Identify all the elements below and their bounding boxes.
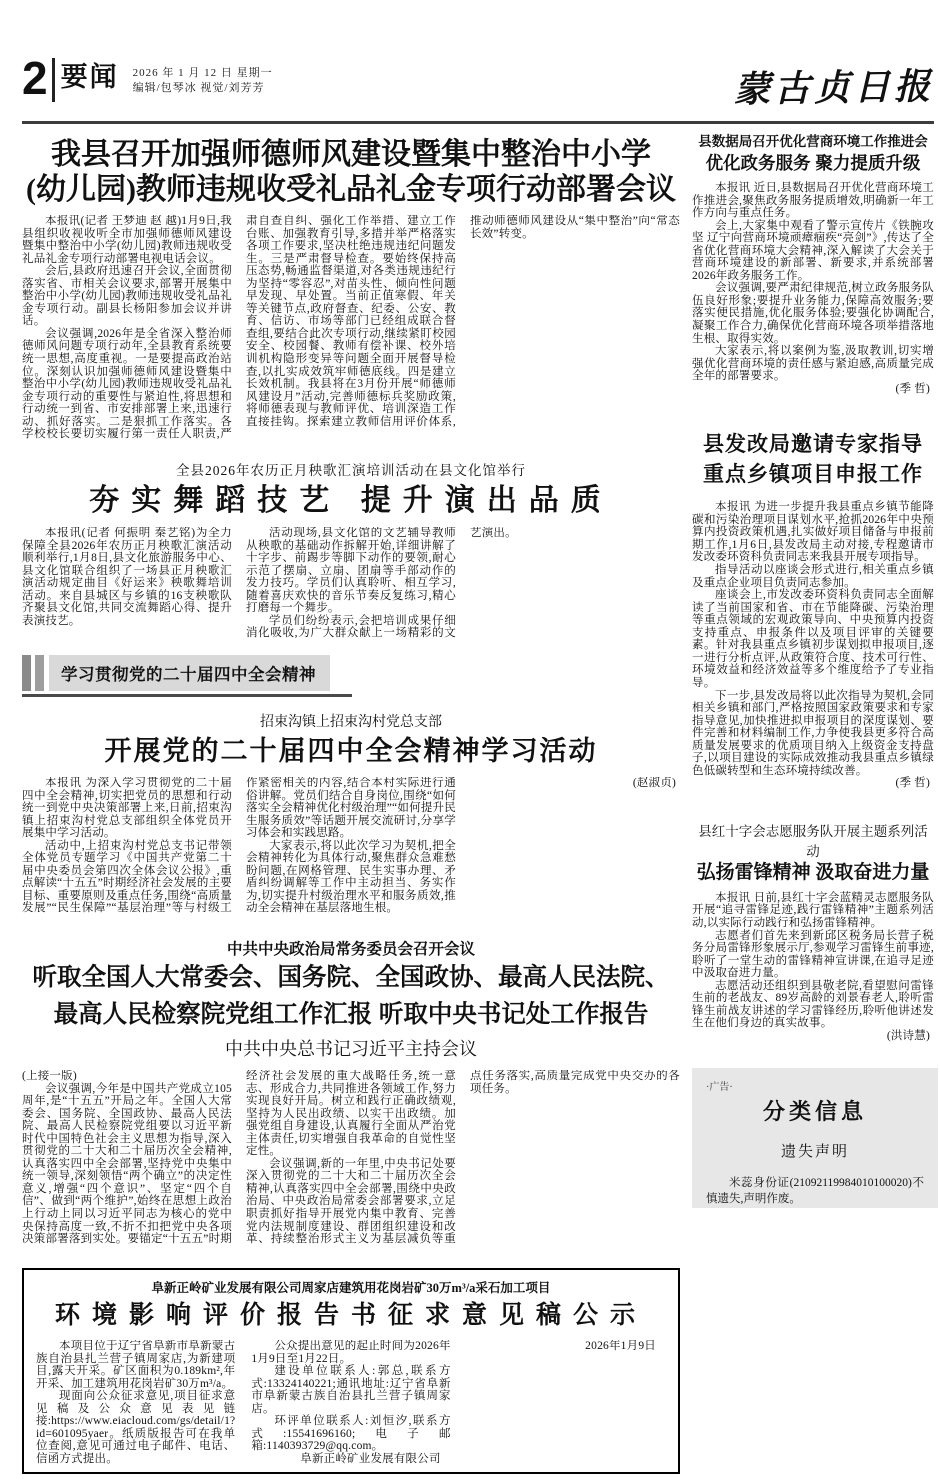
kicker: 中共中央政治局常务委员会召开会议 — [226, 941, 475, 958]
paragraph: 本报讯 为进一步提升我县重点乡镇节能降碳和污染治理项目谋划水平,抢抓2026年中央预算内投资政策机遇,扎实做好项目储备与申报前期工作,1月6日,县发改局主动对接,专程邀请市发改委环资科负责同志来我县开展专项指导。 — [692, 501, 934, 564]
article-body — [22, 777, 680, 925]
paragraph: 建设单位联系人:郭总,联系方式:13324140221;通讯地址:辽宁省阜新市阜新蒙古族自治县扎兰营子镇周家店。 — [251, 1365, 451, 1415]
paragraph: 环评单位联系人:刘恒汐,联系方式:15541696160;电子邮箱:1140393729@qq.com。 — [251, 1415, 451, 1453]
section-banner — [22, 655, 352, 697]
headline: 开展党的二十届四中全会精神学习活动 — [104, 736, 598, 766]
article-yangge-training — [22, 459, 680, 641]
date-line: 2026 年 1 月 12 日 星期一 — [132, 67, 273, 79]
article-body — [22, 1070, 680, 1254]
subhead: 中共中央总书记习近平主持会议 — [225, 1039, 477, 1059]
ad-label: ·广告· — [706, 1082, 733, 1094]
header-divider-bar — [52, 58, 55, 102]
continued-from-note: (上接一版) — [22, 1070, 77, 1082]
headline: 最高人民检察院党组工作汇报 听取中央书记处工作报告 — [53, 1001, 649, 1028]
paragraph: 学员们纷纷表示,会把培训成果仔细消化吸收,为广大群众献上一场精彩的文艺演出。 — [246, 527, 517, 640]
paragraph: 本报讯 为深入学习贯彻党的二十届四中全会精神,切实把党员的思想和行动统一到党中央决策部署上来,日前,招束沟镇上招束沟村党总支部组织全体党员开展集中学习活动。 — [22, 777, 232, 840]
section-name: 要闻 — [60, 62, 119, 92]
byline: (赵淑贞) — [632, 777, 676, 789]
article-body — [22, 215, 680, 447]
notice-body — [36, 1340, 666, 1478]
kicker: 全县2026年农历正月秧歌汇演培训活动在县文化馆举行 — [176, 463, 526, 478]
headline: 优化政务服务 聚力提质升级 — [705, 153, 921, 173]
paragraph: 本报讯(记者 何振明 秦艺铭)为全力保障全县2026年农历正月秧歌汇演活动顺利举行,1月8日,县文化旅游服务中心、县文化馆联合组织了一场县正月秧歌汇演活动规定曲目《好运来》秧歌舞培训活动。来自县城区与乡镇的16支秧歌队齐聚县文化馆,共同交流舞蹈心得、提升表演技艺。 — [22, 527, 232, 627]
headline: 重点乡镇项目申报工作 — [703, 462, 923, 487]
kicker: 县红十字会志愿服务队开展主题系列活动 — [698, 823, 928, 859]
paragraph: 会议强调,新的一年里,中央书记处要深入贯彻党的二十大和二十届历次全会精神,认真落实四中全会部署,围绕中央政治局、中央政治局常委会部署要求,立足职责抓好指导开展党内集中教育、完善党内法规制度建设、群团组织建设和改革、持续整治形式主义为基层减负等重点任务落实,高质量完成党中央交办的各项任务。 — [246, 1070, 680, 1246]
kicker: 县数据局召开优化营商环境工作推进会 — [698, 134, 928, 149]
paragraph: 活动中,上招束沟村党总支书记带领全体党员专题学习《中国共产党第二十届中央委员会第四次全体会议公报》,重点解读“十五五”时期经济社会发展的主要目标、重要原则及重点任务,围绕“高质量发展”“民生保障”“基层治理”等与村级工作紧密相关的内容,结合本村实际进行通俗讲解。党员们结合自身岗位,围绕“如何落实全会精神优化村级治理”“如何提升民生服务质效”等话题开展交流研讨,分享学习体会和实践思路。 — [22, 777, 456, 915]
paragraph: 下一步,县发改局将以此次指导为契机,会同相关乡镇和部门,严格按照国家政策要求和专家指导意见,加快推进拟申报项目的深度谋划、要件完善和材料编制工作,力争使我县更多符合高质量发展要求的优质项目纳入上级资金支持盘子,以项目建设的实际成效推动我县重点乡镇绿色低碳转型和生态环境持续改善。 — [692, 689, 934, 777]
classified-subtitle: 遗失声明 — [780, 1144, 849, 1161]
right-column — [692, 130, 934, 1474]
eia-notice-box — [22, 1268, 680, 1474]
article-body — [692, 892, 934, 1043]
paragraph: 志愿活动还组织到县敬老院,看望慰问雷锋生前的老战友、89岁高龄的刘景春老人,聆听雷锋生前战友讲述的学习雷锋经历,聆听他讲述发生在他们身边的真实故事。 — [692, 979, 934, 1030]
signature-org: 阜新正岭矿业发展有限公司 — [300, 1452, 441, 1465]
paragraph: 会上,大家集中观看了警示宣传片《铁腕攻坚 辽宁向营商环境顽瘴痼疾“亮剑”》,传达了全省优化营商环境大会精神,深入解读了大会关于营商环境建设的新部署、新要求,并系统部署2026年政务服务工作。 — [692, 219, 934, 282]
kicker: 招束沟镇上招束沟村党总支部 — [260, 715, 442, 730]
headline: 环境影响评价报告书征求意见稿公示 — [54, 1302, 647, 1329]
banner-bar-icon — [22, 655, 31, 691]
article-red-cross — [692, 820, 934, 1043]
paragraph: 现面向公众征求意见,项目征求意见稿及公众意见表见链接:https://www.eiacloud.com/gs/detail/1?id=601095yaer。纸质版报告可在我单位查阅,意见可通过电子邮件、电话、信函方式提出。 — [36, 1390, 236, 1465]
banner-bar-icon — [35, 655, 44, 691]
paragraph: 座谈会上,市发改委环资科负责同志全面解读了当前国家和省、市在节能降碳、污染治理等重点领域的宏观政策导向、中央预算内投资支持重点、申报条件以及项目评审的关键要素。针对我县重点乡镇初步谋划拟申报项目,逐一进行分析点评,从政策符合度、技术可行性、环境效益和经济效益等多个维度给予了专业指导。 — [692, 589, 934, 689]
header-meta — [133, 66, 273, 96]
article-body — [692, 182, 934, 395]
byline: (洪诗慧) — [886, 1029, 930, 1042]
paragraph: 本报讯(记者 王梦迪 赵 越)1月9日,我县组织收视收听全市加强师德师风建设暨集中整治中小学(幼儿园)教师违规收受礼品礼金专项行动部署电视电话会议。 — [22, 215, 232, 265]
classified-title: 分类信息 — [762, 1099, 867, 1125]
editor-line: 编辑/包琴冰 视觉/刘芳芳 — [132, 82, 265, 94]
headline: 弘扬雷锋精神 汲取奋进力量 — [696, 861, 930, 883]
kicker: 阜新正岭矿业发展有限公司周家店建筑用花岗岩矿30万m³/a采石加工项目 — [151, 1281, 551, 1295]
article-teacher-ethics — [22, 138, 680, 447]
page-number: 2 — [22, 52, 48, 104]
headline: 听取全国人大常委会、国务院、全国政协、最高人民法院、 — [32, 964, 670, 991]
paragraph: 会议强调,要严肃纪律规范,树立政务服务队伍良好形象;要提升业务能力,保障高效服务;要落实便民措施,优化服务体验;要强化协调配合,凝聚工作合力,确保优化营商环境各项举措落地生根、取得实效。 — [692, 282, 934, 345]
headline: (幼儿园)教师违规收受礼品礼金专项行动部署会议 — [26, 173, 676, 206]
paragraph: 志愿者们首先来到新邱区税务局长营子税务分局雷锋形象展示厅,参观学习雷锋生前事迹,聆听了一堂生动的雷锋精神宣讲课,在追寻足迹中汲取奋进力量。 — [692, 929, 934, 980]
article-body — [692, 501, 934, 790]
article-fagai-bureau — [692, 429, 934, 790]
classified-box — [692, 1068, 938, 1208]
banner-label: 学习贯彻党的二十届四中全会精神 — [49, 655, 330, 691]
paragraph: 本报讯 日前,县红十字会蓝精灵志愿服务队开展“追寻雷锋足迹,践行雷锋精神”主题系列活动,以实际行动践行和弘扬雷锋精神。 — [692, 891, 934, 929]
left-column — [22, 130, 680, 1474]
paragraph: 本项目位于辽宁省阜新市阜新蒙古族自治县扎兰营子镇周家店,为新建项目,露天开采。矿区面积为0.189km²,年开采、加工建筑用花岗岩矿30万m³/a。 — [36, 1340, 236, 1390]
byline: (季 哲) — [895, 777, 930, 790]
headline: 我县召开加强师德师风建设暨集中整治中小学 — [51, 138, 651, 171]
article-plenary-study — [22, 711, 680, 925]
paragraph: 本报讯 近日,县数据局召开优化营商环境工作推进会,聚焦政务服务提质增效,明确新一年工作方向与重点任务。 — [692, 182, 934, 220]
paragraph: 公众提出意见的起止时间为2026年1月9日至1月22日。 — [251, 1340, 451, 1365]
article-body — [22, 527, 680, 641]
paragraph: 活动现场,县文化馆的文艺辅导教师从秧歌的基础动作拆解开始,详细讲解了十字步、前踢步等脚下动作的要领,耐心示范了摆扇、立扇、团扇等手部动作的发力技巧。学员们认真聆听、相互学习,随着喜庆欢快的音乐节奏反复练习,精心打磨每一个舞步。 — [246, 527, 456, 615]
article-data-bureau — [692, 130, 934, 395]
signature-date: 2026年1月9日 — [585, 1340, 656, 1352]
paragraph: 大家表示,将以此次学习为契机,把全会精神转化为具体行动,聚焦群众急难愁盼问题,在网格管理、民生实事办理、矛盾纠纷调解等工作中主动担当、务实作为,切实提升村级治理水平和服务质效,推动全会精神在基层落地生根。 — [246, 839, 456, 915]
headline: 夯实舞蹈技艺 提升演出品质 — [89, 484, 613, 517]
paragraph: 会后,县政府迅速召开会议,全面贯彻落实省、市相关会议要求,部署开展集中整治中小学(幼儿园)教师违规收受礼品礼金专项行动。副县长杨阳参加会议并讲话。 — [22, 265, 232, 328]
classified-body — [706, 1175, 924, 1207]
paragraph: 会议强调,今年是中国共产党成立105周年,是“十五五”开局之年。全国人大常委会、国务院、全国政协、最高人民法院、最高人民检察院党组要以习近平新时代中国特色社会主义思想为指导,深入贯彻党的二十大和二十届历次全会精神,认真落实四中全会部署,坚持党中央集中统一领导,深刻领悟“两个确立”的决定性意义,增强“四个意识”、坚定“四个自信”、做到“两个维护”,始终在思想上政治上行动上同以习近平同志为核心的党中央保持高度一致,不折不扣把党中央各项决策部署落到实处。要锚定“十五五”时期经济社会发展的重大战略任务,统一意志、形成合力,共同推进各领域工作,努力实现良好开局。树立和践行正确政绩观,坚持为人民出政绩、以实干出政绩。加强党组自身建设,认真履行全面从严治党主体责任,切实增强自我革命的自觉性坚定性。 — [22, 1070, 456, 1246]
page-header — [22, 52, 935, 124]
byline: (季 哲) — [895, 382, 930, 395]
article-politburo-meeting — [22, 937, 680, 1254]
paragraph: 会议强调,2026年是全省深入整治师德师风问题专项行动年,全县教育系统要统一思想,高度重视。一是要提高政治站位。深刻认识加强师德师风建设暨集中整治中小学(幼儿园)教师违规收受礼品礼金专项行动的重要性与紧迫性,将思想和行动统一到省、市安排部署上来,迅速行动、抓好落实。二是狠抓工作落实。各学校校长要切实履行第一责任人职责,严肃自查自纠、强化工作举措、建立工作台账、加强教育引导,多措并举严格落实各项工作要求,坚决杜绝违规违纪问题发生。三是严肃督导检查。要始终保持高压态势,畅通监督渠道,对各类违规违纪行为坚持“零容忍”,对苗头性、倾向性问题早发现、早处置。当前正值寒假、年关等关键节点,政府督查、纪委、公安、教育、信访、市场等部门已经组成联合督查组,要结合此次专项行动,继续紧盯校园安全、校园餐、教师有偿补课、校外培训机构隐形变异等问题全面开展督导检查,以扎实成效筑牢师德底线。四是建立长效机制。我县将在3月份开展“师德师风建设月”活动,完善师德标兵奖励政策,将师德表现与教师评优、培训深造工作直接挂钩。探索建立教师信用评价体系,推动师德师风建设从“集中整治”向“常态长效”转变。 — [22, 215, 680, 441]
masthead: 蒙古贞日报 — [733, 66, 935, 110]
headline: 县发改局邀请专家指导 — [703, 432, 923, 457]
paragraph: 米蕊身份证(21092119984010100020)不慎遗失,声明作废。 — [706, 1177, 924, 1206]
paragraph: 大家表示,将以案例为鉴,汲取教训,切实增强优化营商环境的责任感与紧迫感,高质量完成全年的部署要求。 — [692, 345, 934, 383]
paragraph: 指导活动以座谈会形式进行,相关重点乡镇及重点企业项目负责同志参加。 — [692, 564, 934, 589]
